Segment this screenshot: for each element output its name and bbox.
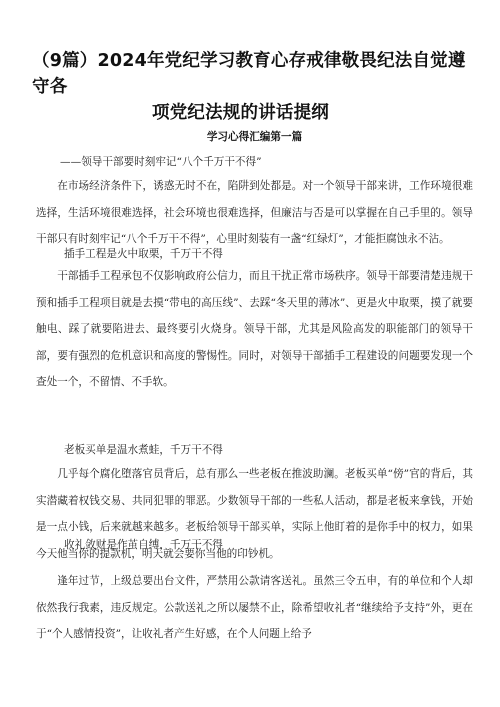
section-subtitle: ——领导干部要时刻牢记“八个千万干不得”: [60, 156, 262, 168]
paragraph-1: 在市场经济条件下，诱惑无时不在，陷阱到处都是。对一个领导干部来讲，工作环境很难选择，生活环境很难选择，社会环境也很难选择，但廉洁与否是可以掌握在自己手里的。领导干部只有时刻牢记“八个千万干不得”，心里时刻装有一盏“红绿灯”，才能拒腐蚀永不沾。: [36, 180, 473, 245]
section-heading: 学习心得汇编第一篇: [206, 131, 303, 143]
paragraph-2: 干部插手工程承包不仅影响政府公信力，而且干扰正常市场秩序。领导干部要清楚违规干预和插手工程项目就是去摸“带电的高压线”、去踩“冬天里的薄冰”、更是火中取栗，摸了就要触电、踩了就要陷进去、最终要引火烧身。领导干部，尤其是风险高发的职能部门的领导干部，要有强烈的危机意识和高度的警惕性。同时，对领导干部插手工程建设的问题要发现一个查处一个，不留情、不手软。: [36, 270, 473, 388]
subheading-1: 插手工程是火中取栗，千万干不得: [64, 248, 223, 260]
paragraph-3: 几乎每个腐化堕落官员背后，总有那么一些老板在推波助澜。老板买单“傍”官的背后，其实潜藏着权钱交易、共同犯罪的罪恶。少数领导干部的一些私人活动，都是老板来拿钱，开始是一点小钱，后来就越来越多。老板给领导干部买单，实际上他盯着的是你手中的权力，如果今天他当你的提款机，明天就会要你当他的印钞机。: [36, 468, 473, 560]
document-title: [32, 48, 482, 126]
subheading-2: 老板买单是温水煮蛙，千万干不得: [64, 444, 223, 456]
document-title-line-2: 项党纪法规的讲话提纲: [152, 103, 329, 123]
document-title-line-1: （9篇）2024年党纪学习教育心存戒律敬畏纪法自觉遵守各: [32, 51, 466, 97]
paragraph-4: 逢年过节，上级总要出台文件，严禁用公款请客送礼。虽然三令五申，有的单位和个人却依然我行我素，违反规定。公款送礼之所以屡禁不止，除希望收礼者“继续给予支持”外，更在于“个人感情投资”，让收礼者产生好感，在个人问题上给予: [36, 575, 473, 640]
subheading-3: 收礼敛财是作茧自缚，千万干不得: [64, 539, 223, 551]
